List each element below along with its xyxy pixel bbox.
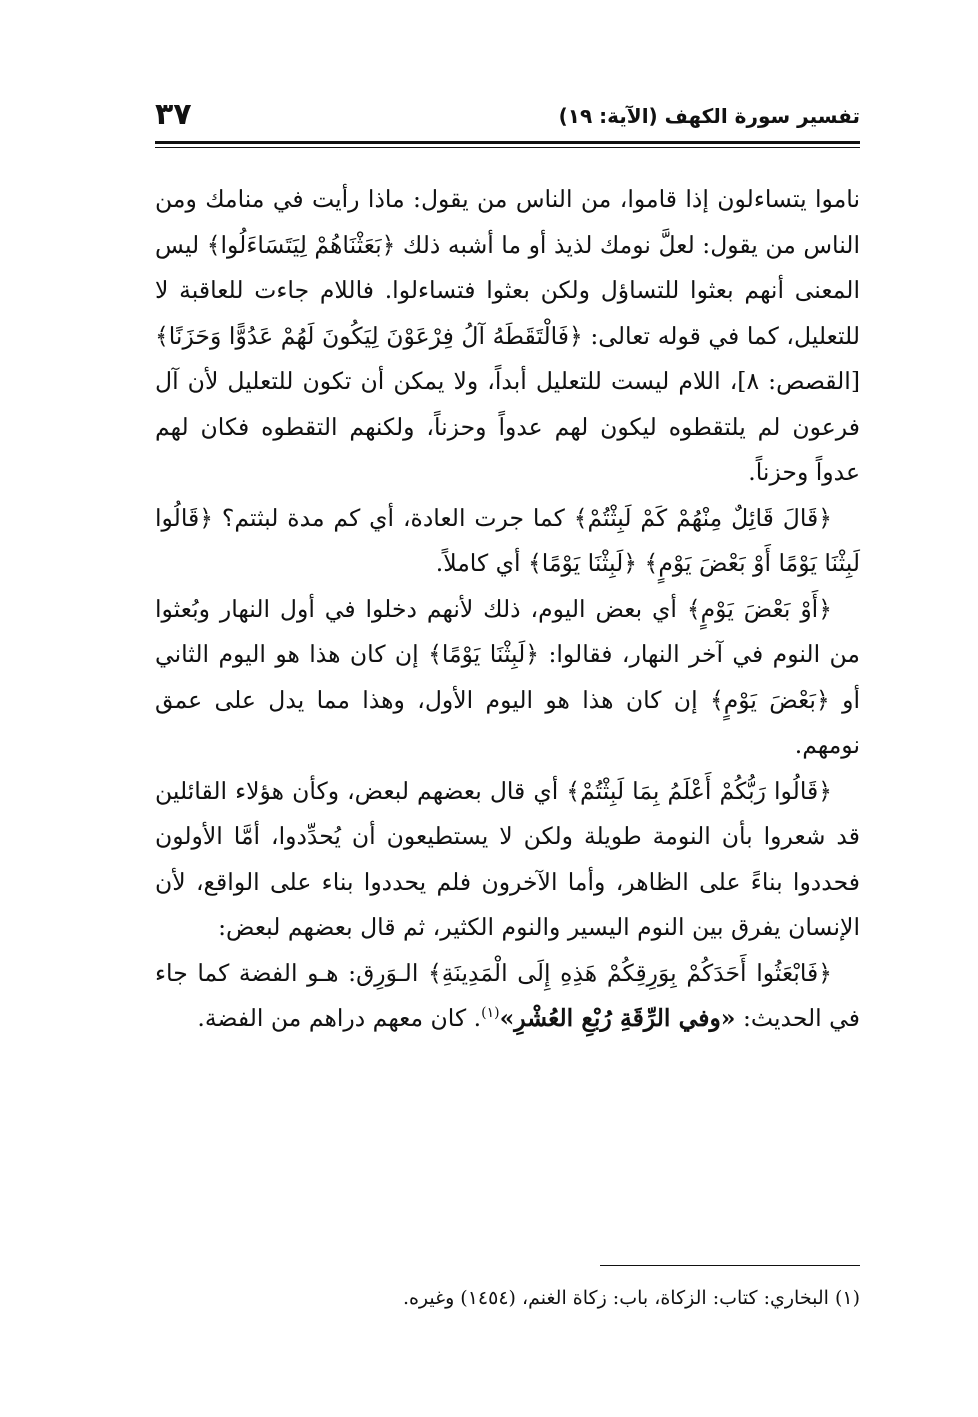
body-text — [155, 177, 860, 1042]
paragraph — [155, 177, 860, 496]
text-run: . كان معهم دراهم من الفضة. — [197, 1004, 482, 1032]
quran-verse: ﴿فَالْتَقَطَهُ آلُ فِرْعَوْنَ لِيَكُونَ لَهُمْ عَدُوًّا وَحَزَنًا﴾ — [155, 321, 583, 350]
header-rule-thin — [155, 147, 860, 148]
text-run — [637, 549, 644, 577]
paragraph — [155, 496, 860, 587]
running-title: تفسير سورة الكهف (الآية: ١٩) — [558, 104, 860, 128]
quran-verse: ﴿بَعْضَ يَوْمٍ﴾ — [709, 685, 830, 714]
text-run: كما جرت العادة، أي كم مدة لبثتم؟ — [213, 503, 574, 532]
page-number: ٣٧ — [155, 97, 192, 132]
text-run: إن كان هذا هو اليوم الثاني أو — [155, 640, 860, 714]
text-run: أي كاملاً. — [435, 549, 529, 577]
text-run: [القصص: ٨]، اللام ليست للتعليل أبداً، ولا يمكن أن تكون للتعليل لأن آل فرعون لم يلتقطوه ليكون لهم عدواً وحزناً، ولكنهم التقطوه فكان لهم عدواً وحزناً. — [155, 367, 860, 486]
book-page — [155, 95, 860, 1335]
footnote-reference: (١) — [481, 1005, 500, 1022]
quran-verse: ﴿فَابْعَثُوا أَحَدَكُمْ بِوَرِقِكُمْ هَذِهِ إِلَى الْمَدِينَةِ﴾ — [428, 958, 832, 987]
quran-verse: ﴿بَعَثْنَاهُمْ لِيَتَسَاءَلُوا﴾ — [206, 230, 396, 259]
paragraph — [155, 587, 860, 769]
quran-verse: ﴿أَوْ بَعْضَ يَوْمٍ﴾ — [686, 594, 832, 623]
text-run: أي بعض اليوم، ذلك لأنهم دخلوا في أول النهار وبُعثوا من النوم في آخر النهار، فقالوا: — [155, 594, 860, 668]
paragraph — [155, 769, 860, 951]
paragraph — [155, 951, 860, 1042]
text-run: إن كان هذا هو اليوم الأول، وهذا مما يدل على عمق نومهم. — [155, 685, 860, 759]
quran-verse: ﴿قَالَ قَائِلٌ مِنْهُمْ كَمْ لَبِثْتُمْ﴾ — [573, 503, 833, 532]
text-run: الـوَرِق: هـو الفضة كما جاء في الحديث: — [155, 958, 860, 1032]
page-header — [155, 95, 860, 140]
quran-verse: ﴿قَالُوا لَبِثْنَا يَوْمًا أَوْ بَعْضَ يَوْمٍ﴾ — [155, 503, 860, 577]
quran-verse: ﴿لَبِثْنَا يَوْمًا﴾ — [528, 549, 638, 577]
text-run: ناموا يتساءلون إذا قاموا، من الناس من يقول: ماذا رأيت في منامك ومن الناس من يقول: لعلَّ نومك لذيذ أو ما أشبه ذلك — [155, 185, 860, 259]
quran-verse: ﴿لَبِثْنَا يَوْمًا﴾ — [428, 640, 540, 668]
hadith-quote: «وفي الرِّقَةِ رُبْعِ العُشْرِ» — [499, 1004, 736, 1032]
footnote: (١) البخاري: كتاب: الزكاة، باب: زكاة الغنم، (١٤٥٤) وغيره. — [402, 1287, 860, 1309]
footnote-separator — [600, 1265, 860, 1266]
text-run: ليس المعنى أنهم بعثوا للتساؤل ولكن بعثوا فتساءلوا. فاللام جاءت للعاقبة لا للتعليل، كما في قوله تعالى: — [155, 230, 860, 350]
text-run: أي قال بعضهم لبعض، وكأن هؤلاء القائلين قد شعروا بأن النومة طويلة ولكن لا يستطيعون أن يُحدِّدوا، أمَّا الأولون فحددوا بناءً على الظاهر، وأما الآخرون فلم يحددوا بناء على الواقع، لأن الإنسان يفرق بين النوم اليسير والنوم الكثير، ثم قال بعضهم لبعض: — [155, 776, 860, 941]
quran-verse: ﴿قَالُوا رَبُّكُمْ أَعْلَمُ بِمَا لَبِثْتُمْ﴾ — [566, 776, 832, 805]
header-rule-thick — [155, 141, 860, 144]
